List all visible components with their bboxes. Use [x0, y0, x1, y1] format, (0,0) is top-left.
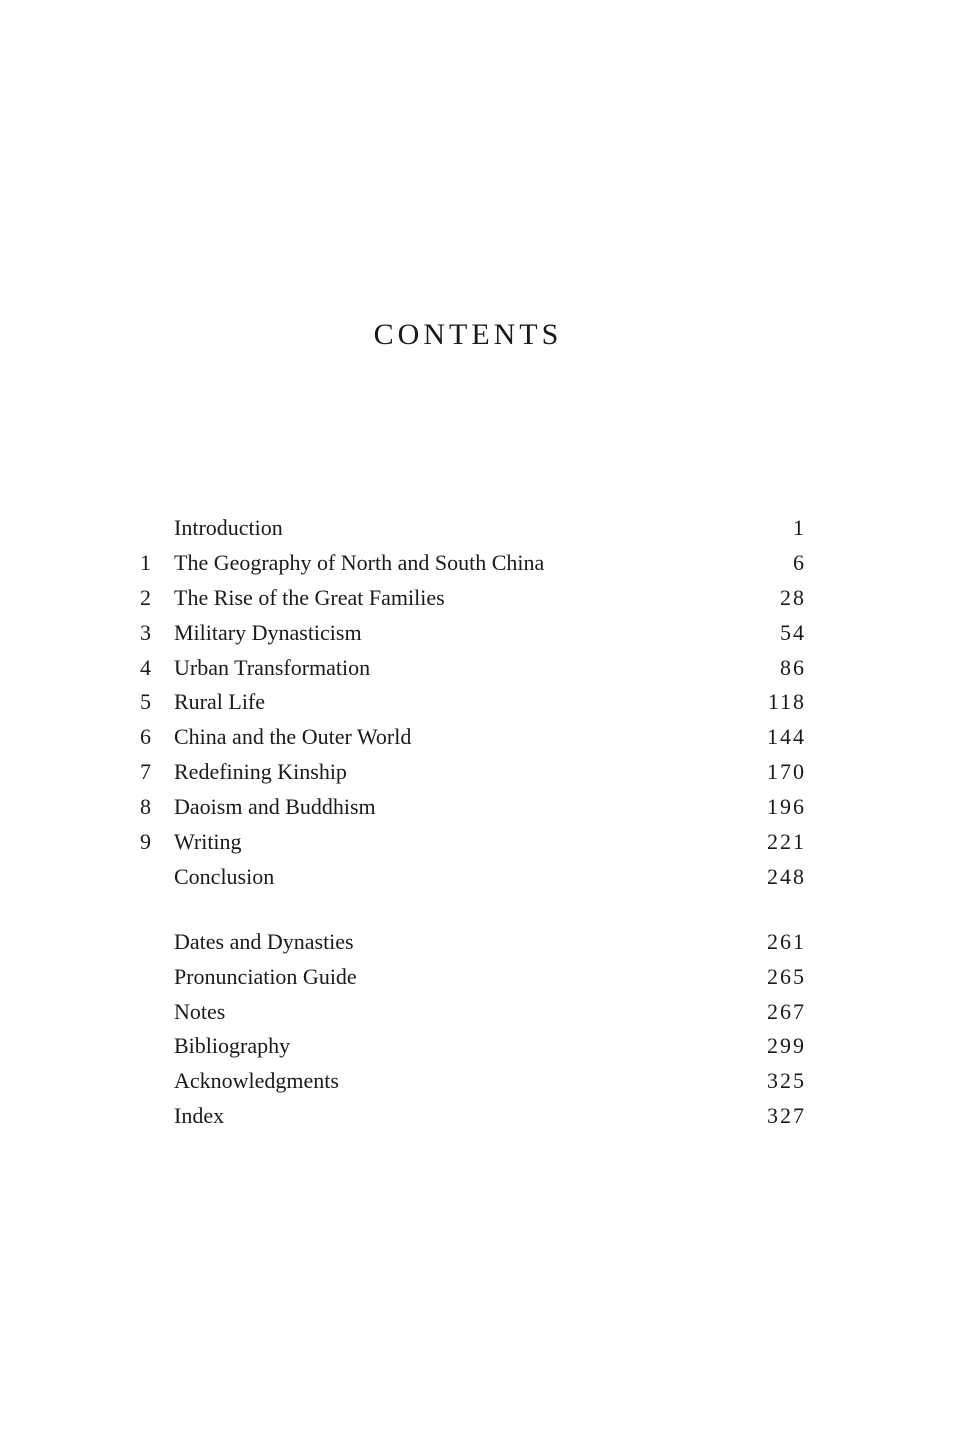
section-title: Dates and Dynasties	[174, 928, 354, 954]
page-number: 196	[767, 794, 806, 820]
page-number: 327	[767, 1103, 806, 1129]
page-number: 54	[780, 619, 806, 645]
chapter-title: Writing	[174, 829, 242, 855]
toc-entry[interactable]	[130, 720, 810, 755]
page-number: 6	[793, 549, 806, 575]
toc-back-matter-section	[130, 925, 810, 1134]
chapter-title: Rural Life	[174, 689, 266, 715]
toc-entry[interactable]	[130, 685, 810, 720]
chapter-number: 7	[140, 759, 151, 785]
chapter-title: Conclusion	[174, 863, 275, 889]
page-number: 1	[793, 515, 806, 540]
page-number: 28	[780, 584, 806, 610]
chapter-number: 9	[140, 829, 151, 855]
table-of-contents	[130, 511, 810, 1134]
page-number: 265	[767, 963, 806, 989]
toc-entry[interactable]	[130, 825, 810, 860]
section-title: Pronunciation Guide	[174, 963, 357, 989]
toc-entry[interactable]	[130, 755, 810, 790]
toc-entry[interactable]	[130, 511, 810, 546]
page-title: CONTENTS	[373, 318, 563, 351]
toc-entry[interactable]	[130, 581, 810, 616]
chapter-number: 3	[140, 619, 151, 645]
page-number: 221	[767, 829, 806, 855]
page-number: 261	[767, 928, 806, 954]
section-title: Bibliography	[174, 1033, 291, 1059]
chapter-number: 8	[140, 794, 151, 820]
page-number: 170	[767, 759, 806, 785]
page-number: 325	[767, 1068, 806, 1094]
toc-entry[interactable]	[130, 790, 810, 825]
page-number: 248	[767, 863, 806, 889]
toc-entry[interactable]	[130, 1029, 810, 1064]
toc-entry[interactable]	[130, 1064, 810, 1099]
chapter-title: The Rise of the Great Families	[174, 584, 445, 610]
toc-entry[interactable]	[130, 1099, 810, 1134]
section-title: Index	[174, 1103, 225, 1129]
toc-entry[interactable]	[130, 925, 810, 960]
toc-entry[interactable]	[130, 651, 810, 686]
chapter-title: Introduction	[174, 515, 283, 540]
chapter-title: Daoism and Buddhism	[174, 794, 376, 820]
chapter-number: 6	[140, 724, 151, 750]
chapter-title: China and the Outer World	[174, 724, 412, 750]
chapter-title: Military Dynasticism	[174, 619, 362, 645]
chapter-number: 4	[140, 654, 151, 680]
chapter-title: The Geography of North and South China	[174, 549, 545, 575]
chapter-number: 5	[140, 689, 151, 715]
chapter-number: 1	[140, 549, 151, 575]
toc-entry[interactable]	[130, 960, 810, 995]
toc-entry[interactable]	[130, 995, 810, 1030]
chapter-number: 2	[140, 584, 151, 610]
chapter-title: Redefining Kinship	[174, 759, 347, 785]
page-number: 118	[767, 689, 806, 715]
section-title: Acknowledgments	[174, 1068, 339, 1094]
chapter-title: Urban Transformation	[174, 654, 371, 680]
page-number: 267	[767, 998, 806, 1024]
section-title: Notes	[174, 998, 226, 1024]
toc-entry[interactable]	[130, 860, 810, 895]
page-number: 86	[780, 654, 806, 680]
page-number: 144	[767, 724, 806, 750]
toc-main-section	[130, 511, 810, 895]
toc-entry[interactable]	[130, 616, 810, 651]
page-number: 299	[767, 1033, 806, 1059]
toc-entry[interactable]	[130, 546, 810, 581]
